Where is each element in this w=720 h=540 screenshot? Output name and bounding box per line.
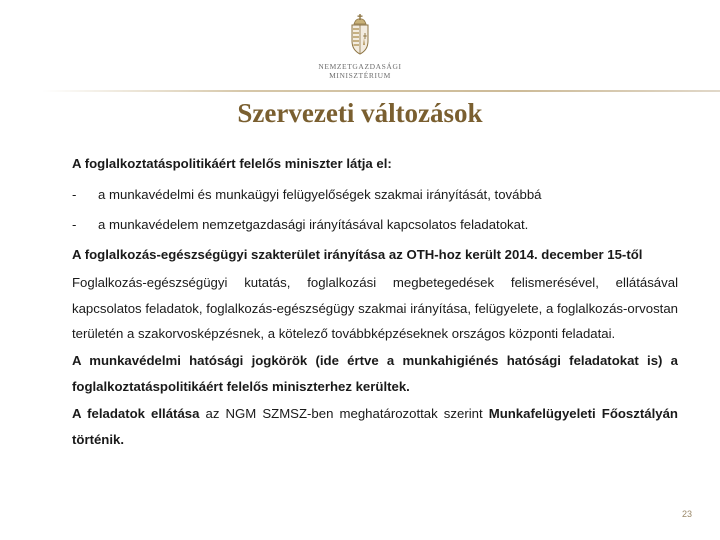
logo-line-1: NEMZETGAZDASÁGI bbox=[318, 62, 402, 71]
ministry-logo bbox=[300, 12, 420, 84]
bullet-item bbox=[72, 185, 678, 204]
logo-line-2: MINISZTÉRIUM bbox=[329, 71, 391, 80]
slide-body bbox=[72, 154, 678, 453]
page-number: 23 bbox=[681, 509, 692, 519]
bullet-item bbox=[72, 215, 678, 234]
bullet-text: a munkavédelmi és munkaügyi felügyelőségek szakmai irányítását, továbbá bbox=[98, 187, 542, 202]
bullet-dash: - bbox=[72, 187, 77, 202]
task-text-regular: az NGM SZMSZ-ben meghatározottak szerint bbox=[199, 405, 489, 421]
intro-text: A foglalkoztatáspolitikáért felelős miniszter látja el: bbox=[72, 156, 392, 171]
task-paragraph bbox=[72, 401, 678, 453]
task-text-bold-1: A feladatok ellátása bbox=[72, 405, 200, 421]
header-divider bbox=[42, 90, 720, 92]
bullet-dash: - bbox=[72, 217, 77, 232]
section-heading-oth: A foglalkozás-egészségügyi szakterület irányítása az OTH-hoz került 2014. december 15-től bbox=[72, 247, 643, 262]
occupational-health-paragraph: Foglalkozás-egészségügyi kutatás, foglalkozási megbetegedések felismerésével, ellátásával kapcsolatos feladatok, foglalkozás-egészségügy szakmai irányítása, felügyelete, a foglalkozás-orvostan területén a szakorvosképzésnek, a kötelező továbbképzéseknek országos központi feladatai. bbox=[72, 275, 678, 341]
coat-of-arms-icon bbox=[347, 12, 373, 58]
task-text-bold-2: Munkafelügyeleti Főosztályán történik. bbox=[72, 405, 678, 447]
slide-title: Szervezeti változások bbox=[237, 98, 483, 128]
authority-paragraph: A munkavédelmi hatósági jogkörök (ide értve a munkahigiénés hatósági feladatokat is) a foglalkoztatáspolitikáért felelős miniszterhez kerültek. bbox=[72, 352, 678, 394]
bullet-text: a munkavédelem nemzetgazdasági irányításával kapcsolatos feladatokat. bbox=[98, 217, 529, 232]
